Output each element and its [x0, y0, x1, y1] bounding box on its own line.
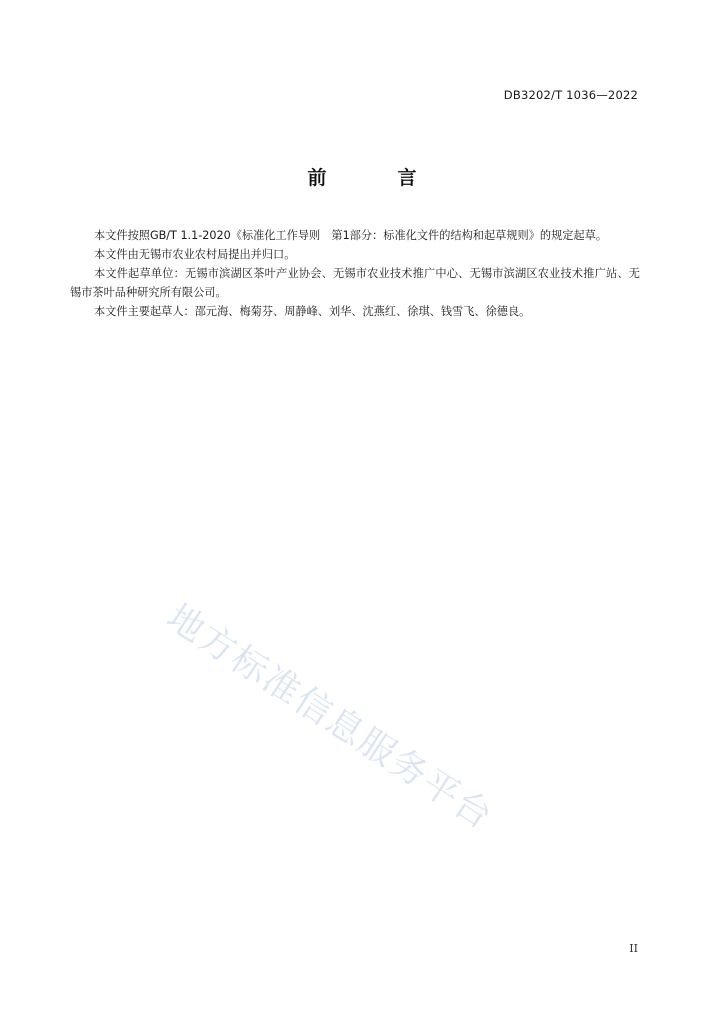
paragraph-drafters: 本文件主要起草人：邵元海、梅菊芬、周静峰、刘华、沈燕红、徐琪、钱雪飞、徐德良。 — [94, 305, 531, 318]
foreword-body — [70, 226, 640, 321]
paragraph-standard-basis: 本文件按照GB/T 1.1-2020《标准化工作导则 第1部分：标准化文件的结构和起草规则》的规定起草。 — [94, 229, 608, 242]
paragraph-drafting-units: 本文件起草单位：无锡市滨湖区茶叶产业协会、无锡市农业技术推广中心、无锡市滨湖区农业技术推广站、无锡市茶叶品种研究所有限公司。 — [70, 267, 640, 299]
page-number: II — [629, 942, 638, 955]
paragraph-proposer: 本文件由无锡市农业农村局提出并归口。 — [94, 248, 296, 261]
document-code: DB3202/T 1036—2022 — [503, 88, 638, 102]
watermark: 地方标准信息服务平台 — [159, 596, 501, 839]
page-title: 前 言 — [307, 167, 443, 189]
